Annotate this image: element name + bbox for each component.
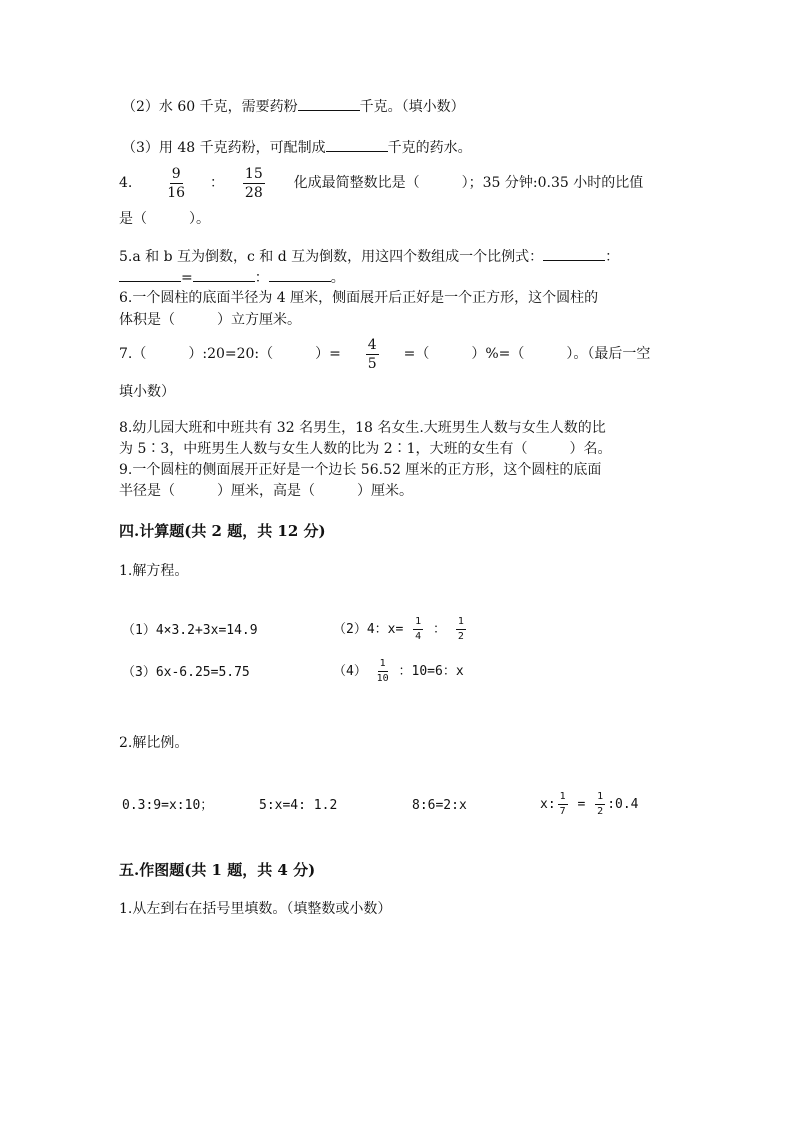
fraction-15-28: $\frac{15}{28}$ xyxy=(244,165,263,201)
question-5 xyxy=(119,246,619,267)
question-8: 8.幼儿园大班和中班共有 32 名男生，18 名女生.大班男生人数与女生人数的比 xyxy=(119,420,606,436)
section-4-q1: 1.解方程。 xyxy=(119,563,189,579)
p4-text: x: xyxy=(540,797,556,812)
fraction-4-5: $\frac{4}{5}$ xyxy=(367,336,377,372)
question-9-cont: 半径是（ ）厘米，高是（ ）厘米。 xyxy=(119,483,413,499)
q5-end: 。 xyxy=(330,270,345,286)
p4-suffix: :0.4 xyxy=(607,797,639,812)
equation-1: （1）4×3.2+3x=14.9 xyxy=(122,623,258,638)
eq4-text: （4） xyxy=(333,664,367,679)
question-3-3 xyxy=(122,137,472,158)
fraction-1-7: $\frac{1}{7}$ xyxy=(559,791,566,817)
question-4-cont: 是（ ）。 xyxy=(119,211,210,227)
fraction-1-10: $\frac{1}{10}$ xyxy=(376,658,389,684)
question-9: 9.一个圆柱的侧面展开正好是一个边长 56.52 厘米的正方形，这个圆柱的底面 xyxy=(119,462,602,478)
eq4-suffix: ：10=6：x xyxy=(398,664,464,679)
section-4-title: 四.计算题(共 2 题，共 12 分) xyxy=(119,522,326,540)
eq2-text: （2）4：x= xyxy=(333,622,404,637)
equation-2 xyxy=(333,614,468,646)
answer-blank[interactable] xyxy=(326,137,388,152)
fraction-1-2-b: $\frac{1}{2}$ xyxy=(597,791,604,817)
section-5-q1: 1.从左到右在括号里填数。（填整数或小数） xyxy=(119,901,392,917)
proportion-2: 5:x=4: 1.2 xyxy=(259,798,338,813)
ratio-colon: ： xyxy=(210,175,224,191)
q7-text: 7.（ ）:20=20:（ ）= xyxy=(119,346,341,362)
question-7 xyxy=(119,337,650,371)
q3-3-suffix: 千克的药水。 xyxy=(387,140,472,156)
q4-text: 化成最简整数比是（ ）；35 分钟:0.35 小时的比值 xyxy=(293,175,644,191)
question-7-cont: 填小数） xyxy=(119,384,175,400)
question-4 xyxy=(119,166,643,200)
question-5-cont xyxy=(119,267,345,288)
eq2-colon: ： xyxy=(433,622,447,637)
p4-equals: = xyxy=(577,797,586,812)
answer-blank[interactable] xyxy=(193,267,255,282)
q3-2-text: （2）水 60 千克，需要药粉 xyxy=(122,99,298,115)
q5-equals: = xyxy=(181,270,193,286)
q3-3-text: （3）用 48 千克药粉，可配制成 xyxy=(122,140,326,156)
q5-text: 5.a 和 b 互为倒数，c 和 d 互为倒数，用这四个数组成一个比例式： xyxy=(119,249,544,265)
section-4-q2: 2.解比例。 xyxy=(119,735,189,751)
equation-4 xyxy=(333,656,464,688)
q4-number: 4. xyxy=(119,175,133,191)
q5-colon: ： xyxy=(605,249,620,265)
answer-blank[interactable] xyxy=(119,267,181,282)
answer-blank[interactable] xyxy=(298,96,360,111)
q7-text-2: =（ ）%=（ ）。（最后一空 xyxy=(403,346,651,362)
question-6: 6.一个圆柱的底面半径为 4 厘米，侧面展开后正好是一个正方形，这个圆柱的 xyxy=(119,290,599,306)
q5-colon-2: ： xyxy=(254,270,269,286)
section-5-title: 五.作图题(共 1 题，共 4 分) xyxy=(119,861,316,879)
proportion-1: 0.3:9=x:10； xyxy=(122,798,214,813)
fraction-9-16: $\frac{9}{16}$ xyxy=(167,165,186,201)
question-6-cont: 体积是（ ）立方厘米。 xyxy=(119,312,301,328)
proportion-4 xyxy=(540,789,639,821)
question-3-2 xyxy=(122,96,465,117)
equation-3: （3）6x-6.25=5.75 xyxy=(122,665,250,680)
question-8-cont: 为 5∶3，中班男生人数与女生人数的比为 2∶1，大班的女生有（ ）名。 xyxy=(119,441,612,457)
q3-2-suffix: 千克。（填小数） xyxy=(359,99,465,115)
proportion-3: 8:6=2:x xyxy=(412,798,467,813)
answer-blank[interactable] xyxy=(543,246,605,261)
fraction-1-4: $\frac{1}{4}$ xyxy=(415,616,422,642)
fraction-1-2: $\frac{1}{2}$ xyxy=(457,616,464,642)
answer-blank[interactable] xyxy=(269,267,331,282)
